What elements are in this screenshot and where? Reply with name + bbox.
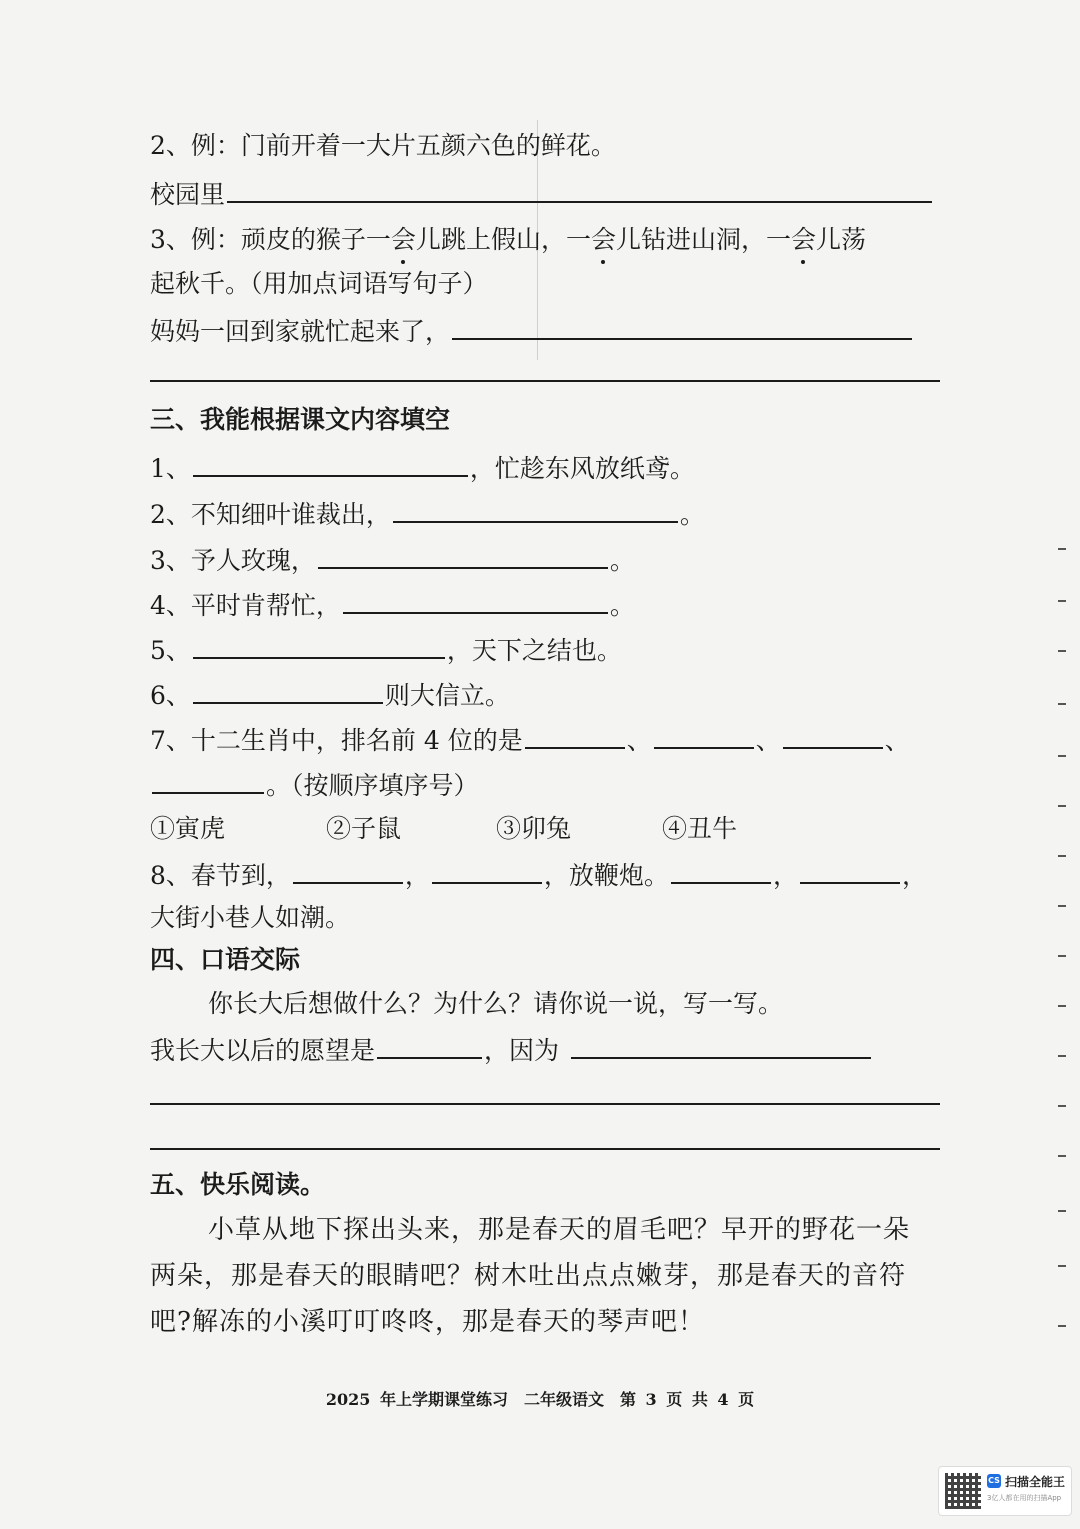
s3-q3: 3、予人玫瑰， 。: [150, 541, 940, 579]
margin-tick: [1058, 1105, 1066, 1107]
margin-tick: [1058, 1210, 1066, 1212]
s3-q6: 6、 则大信立。: [150, 676, 940, 714]
margin-tick: [1058, 650, 1066, 652]
s3-q5: 5、 ，天下之结也。: [150, 631, 940, 669]
s4-answer-rule-1[interactable]: [150, 1103, 940, 1105]
option-4: ④丑牛: [662, 814, 738, 843]
margin-tick: [1058, 805, 1066, 807]
s3-q3-blank[interactable]: [318, 541, 608, 569]
q2-blank[interactable]: [227, 175, 932, 203]
section-five-heading: 五、快乐阅读。: [150, 1170, 326, 1199]
s3-q8-blank-1[interactable]: [293, 856, 403, 884]
margin-tick: [1058, 1265, 1066, 1267]
scanner-subtitle: 3亿人都在用的扫描App: [987, 1494, 1062, 1502]
qr-code-icon: [945, 1473, 981, 1509]
s4-wish-blank[interactable]: [377, 1031, 482, 1059]
s3-q7-blank-1[interactable]: [525, 721, 625, 749]
s3-q2-blank[interactable]: [393, 495, 678, 523]
margin-tick: [1058, 1005, 1066, 1007]
s3-q7-cont: 。（按顺序填序号）: [150, 766, 940, 804]
s3-q6-blank[interactable]: [193, 676, 383, 704]
margin-tick: [1058, 855, 1066, 857]
reading-passage-line-3: 吧?解冻的小溪叮叮咚咚，那是春天的琴声吧！: [150, 1307, 705, 1337]
q3-example-end: 起秋千。（用加点词语写句子）: [150, 269, 488, 298]
s3-q7-blank-3[interactable]: [783, 721, 883, 749]
q2-answer-line: 校园里: [150, 175, 940, 213]
reading-passage-line-1: 小草从地下探出头来，那是春天的眉毛吧？早开的野花一朵: [208, 1215, 911, 1245]
s3-q8-blank-4[interactable]: [800, 856, 900, 884]
margin-tick: [1058, 600, 1066, 602]
s3-q4-blank[interactable]: [343, 586, 608, 614]
scanner-watermark: [938, 1466, 1072, 1516]
s3-q7: 7、十二生肖中，排名前 4 位的是 、 、 、: [150, 721, 940, 759]
s3-q4: 4、平时肯帮忙， 。: [150, 586, 940, 624]
option-2: ②子鼠: [326, 814, 402, 843]
page-footer: 2025 年上学期课堂练习 二年级语文 第 3 页 共 4 页: [325, 1390, 755, 1409]
s3-q7-blank-2[interactable]: [654, 721, 754, 749]
option-1: ①寅虎: [150, 814, 226, 843]
s3-q7-options: [150, 811, 940, 847]
s3-q8-blank-3[interactable]: [671, 856, 771, 884]
q3-blank[interactable]: [452, 312, 912, 340]
s3-q1: 1、 ，忙趁东风放纸鸢。: [150, 449, 940, 487]
margin-tick: [1058, 955, 1066, 957]
s4-prompt: 你长大后想做什么？为什么？请你说一说，写一写。: [208, 989, 784, 1018]
margin-tick: [1058, 1055, 1066, 1057]
q3-example: 3、例：顽皮的猴子一会儿跳上假山，一会儿钻进山洞，一会儿荡: [150, 222, 940, 258]
cs-logo-icon: CS: [987, 1474, 1001, 1488]
s3-q5-blank[interactable]: [193, 631, 445, 659]
margin-tick: [1058, 905, 1066, 907]
dotted-word: 一会儿: [766, 222, 841, 258]
s4-answer-rule-2[interactable]: [150, 1148, 940, 1150]
q3-blank-continuation[interactable]: [150, 380, 940, 382]
section-three-heading: 三、我能根据课文内容填空: [150, 405, 451, 434]
margin-tick: [1058, 755, 1066, 757]
s4-answer-line: 我长大以后的愿望是 ，因为: [150, 1031, 940, 1069]
reading-passage-line-2: 两朵，那是春天的眼睛吧？树木吐出点点嫩芽，那是春天的音符: [150, 1261, 907, 1291]
s4-reason-blank[interactable]: [571, 1031, 871, 1059]
s3-q8-cont: 大街小巷人如潮。: [150, 903, 351, 932]
s3-q8: 8、春节到， ， ，放鞭炮。 ， ，: [150, 856, 940, 894]
scanner-title: 扫描全能王: [1005, 1475, 1066, 1489]
q2-example: 2、例：门前开着一大片五颜六色的鲜花。: [150, 131, 616, 160]
s3-q8-blank-2[interactable]: [432, 856, 542, 884]
s3-q2: 2、不知细叶谁裁出， 。: [150, 495, 940, 533]
dotted-word: 一会儿: [366, 222, 441, 258]
margin-tick: [1058, 703, 1066, 705]
section-four-heading: 四、口语交际: [150, 945, 301, 974]
margin-tick: [1058, 1325, 1066, 1327]
s3-q7-blank-4[interactable]: [152, 766, 264, 794]
option-3: ③卯兔: [496, 814, 572, 843]
margin-tick: [1058, 1155, 1066, 1157]
q3-answer-line: 妈妈一回到家就忙起来了，: [150, 312, 940, 350]
margin-tick: [1058, 548, 1066, 550]
dotted-word: 一会儿: [566, 222, 641, 258]
s3-q1-blank[interactable]: [193, 449, 468, 477]
